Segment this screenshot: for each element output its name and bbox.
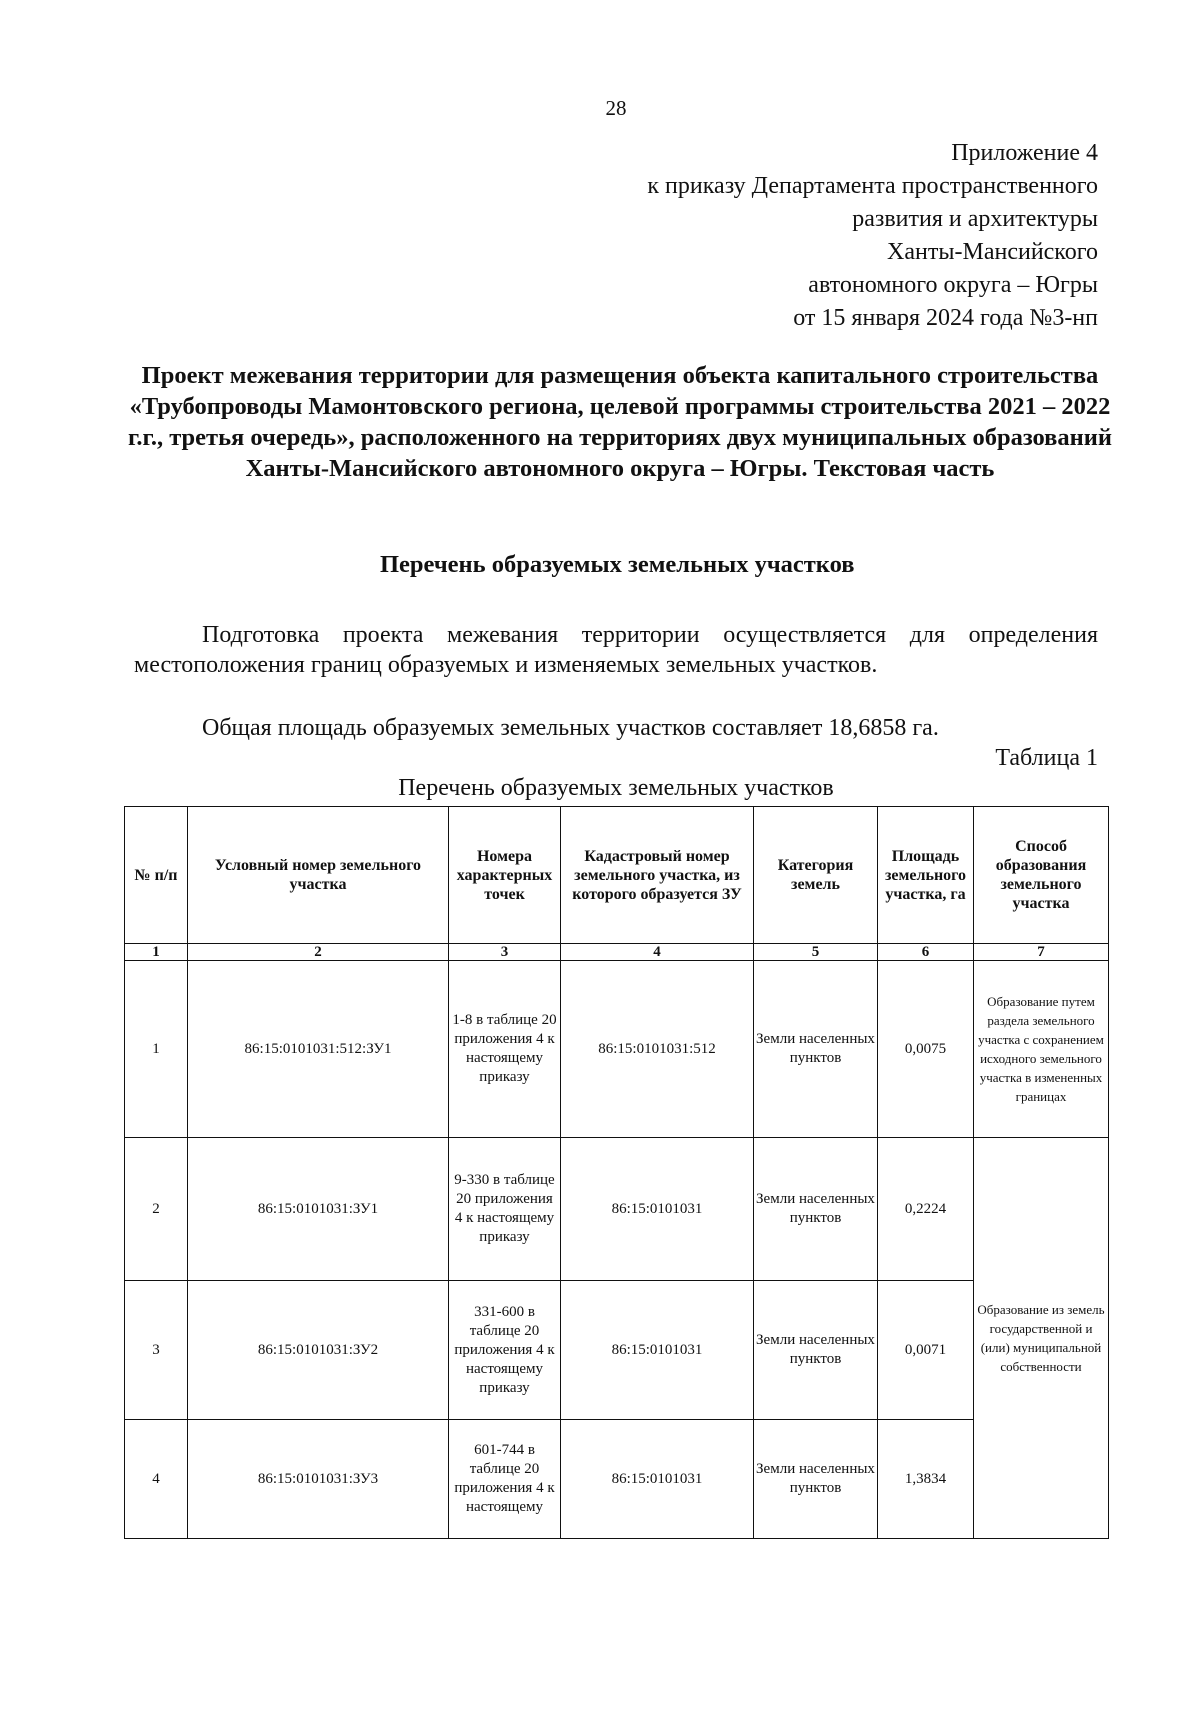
column-number: 7 — [974, 944, 1109, 961]
table-header-row — [125, 807, 1109, 944]
column-number: 6 — [878, 944, 974, 961]
cell-points: 1-8 в таблице 20 приложения 4 к настоящему приказу — [449, 961, 561, 1138]
cell-category: Земли населенных пунктов — [754, 1420, 878, 1539]
cell-num: 3 — [125, 1281, 188, 1420]
page-number: 28 — [605, 96, 627, 120]
appendix-line: от 15 января 2024 года №3-нп — [793, 305, 1098, 331]
header-cadastral: Кадастровый номер земельного участка, из которого образуется ЗУ — [561, 807, 754, 944]
plots-table — [124, 806, 1109, 1539]
document-title: Проект межевания территории для размещения объекта капитального строительства «Трубопроводы Мамонтовского региона, целевой программы строительства 2021 – 2022 г.г., третья очередь», расположенного на территориях двух муниципальных образований Ханты-Мансийского автономного округа – Югры. Текстовая часть — [128, 362, 1112, 482]
cell-plot-number: 86:15:0101031:ЗУ2 — [188, 1281, 449, 1420]
cell-num: 4 — [125, 1420, 188, 1539]
cell-points: 601-744 в таблице 20 приложения 4 к настоящему — [449, 1420, 561, 1539]
table-row — [125, 1138, 1109, 1281]
cell-num: 1 — [125, 961, 188, 1138]
appendix-line: автономного округа – Югры — [808, 272, 1098, 298]
cell-plot-number: 86:15:0101031:ЗУ1 — [188, 1138, 449, 1281]
appendix-line: к приказу Департамента пространственного — [647, 173, 1098, 199]
cell-area: 1,3834 — [878, 1420, 974, 1539]
header-points: Номера характерных точек — [449, 807, 561, 944]
cell-cadastral: 86:15:0101031 — [561, 1420, 754, 1539]
paragraph-total-area: Общая площадь образуемых земельных участков составляет 18,6858 га. — [202, 715, 939, 741]
cell-cadastral: 86:15:0101031 — [561, 1281, 754, 1420]
appendix-line: развития и архитектуры — [852, 206, 1098, 232]
header-plot-number: Условный номер земельного участка — [188, 807, 449, 944]
header-method: Способ образования земельного участка — [974, 807, 1109, 944]
cell-category: Земли населенных пунктов — [754, 1138, 878, 1281]
cell-category: Земли населенных пунктов — [754, 1281, 878, 1420]
appendix-line: Приложение 4 — [951, 140, 1098, 166]
appendix-block — [647, 137, 1098, 335]
table-row — [125, 961, 1109, 1138]
cell-points: 331-600 в таблице 20 приложения 4 к настоящему приказу — [449, 1281, 561, 1420]
appendix-line: Ханты-Мансийского — [887, 239, 1098, 265]
column-number: 4 — [561, 944, 754, 961]
cell-area: 0,0075 — [878, 961, 974, 1138]
table-row — [125, 1281, 1109, 1420]
table-caption: Перечень образуемых земельных участков — [398, 775, 834, 801]
column-number: 3 — [449, 944, 561, 961]
cell-num: 2 — [125, 1138, 188, 1281]
cell-method: Образование путем раздела земельного участка с сохранением исходного земельного участка в измененных границах — [974, 961, 1109, 1138]
column-number: 2 — [188, 944, 449, 961]
cell-plot-number: 86:15:0101031:ЗУ3 — [188, 1420, 449, 1539]
header-category: Категория земель — [754, 807, 878, 944]
table-row — [125, 1420, 1109, 1539]
table-label: Таблица 1 — [995, 745, 1098, 771]
section-heading: Перечень образуемых земельных участков — [380, 551, 855, 578]
cell-category: Земли населенных пунктов — [754, 961, 878, 1138]
paragraph-intro: Подготовка проекта межевания территории осуществляется для определения местоположения границ образуемых и изменяемых земельных участков. — [134, 622, 1098, 678]
column-number: 1 — [125, 944, 188, 961]
cell-area: 0,2224 — [878, 1138, 974, 1281]
cell-points: 9-330 в таблице 20 приложения 4 к настоящему приказу — [449, 1138, 561, 1281]
cell-method-merged: Образование из земель государственной и (или) муниципальной собственности — [974, 1138, 1109, 1539]
cell-area: 0,0071 — [878, 1281, 974, 1420]
column-number-row — [125, 944, 1109, 961]
cell-cadastral: 86:15:0101031:512 — [561, 961, 754, 1138]
header-area: Площадь земельного участка, га — [878, 807, 974, 944]
cell-cadastral: 86:15:0101031 — [561, 1138, 754, 1281]
cell-plot-number: 86:15:0101031:512:ЗУ1 — [188, 961, 449, 1138]
column-number: 5 — [754, 944, 878, 961]
header-num: № п/п — [125, 807, 188, 944]
